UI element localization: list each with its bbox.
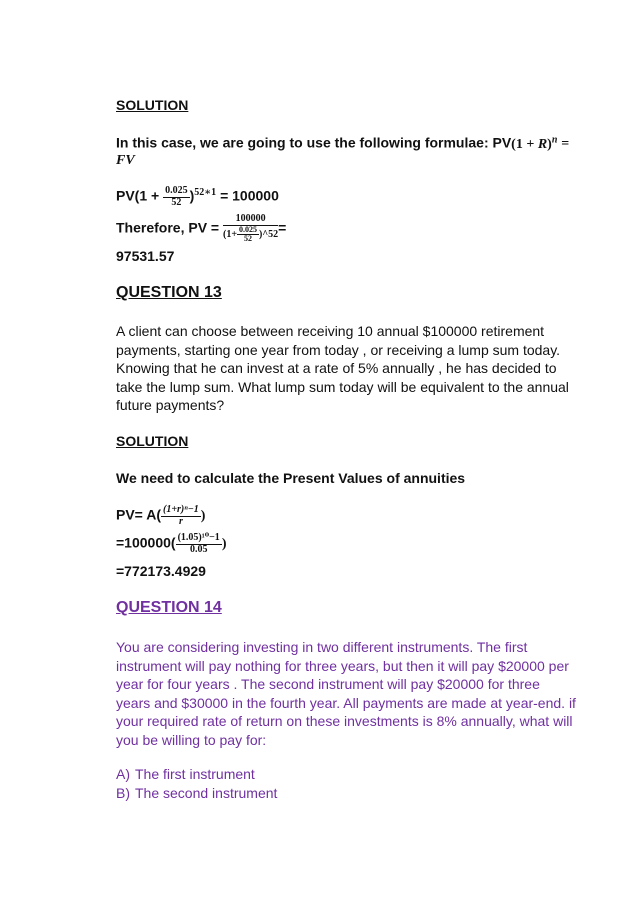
equation-therefore-prefix: Therefore, PV = xyxy=(116,219,220,236)
solution-intro-equals: = xyxy=(561,136,570,152)
equation-pv-prefix: PV(1 + xyxy=(116,187,160,204)
solution-2-intro: We need to calculate the Present Values of annuities xyxy=(116,470,466,486)
equation-therefore-fraction xyxy=(223,214,278,243)
annuity-formula-line xyxy=(116,505,205,527)
question-14-heading: QUESTION 14 xyxy=(116,599,222,616)
equation-inner-open: (1+ xyxy=(222,228,238,240)
solution-2-heading: SOLUTION xyxy=(116,433,189,449)
annuity-calc-line xyxy=(116,533,226,555)
annuity-calc-fraction xyxy=(176,533,222,555)
solution-intro-text: In this case, we are going to use the following formulae: PV xyxy=(116,134,512,151)
question-14-option-b xyxy=(116,785,277,801)
equation-inner-numerator: 0.025 xyxy=(239,224,258,234)
equation-therefore-equals: = xyxy=(278,219,287,236)
solution-intro-fv: FV xyxy=(116,153,135,168)
equation-pv-line xyxy=(116,186,279,208)
equation-therefore-denominator xyxy=(223,226,278,244)
solution-intro-line: In this case, we are going to use the following formulae: $PV(1 + R)^n$ = xyxy=(116,134,570,152)
option-b-text: The second instrument xyxy=(135,785,278,801)
annuity-calc-prefix: =100000( xyxy=(116,534,176,551)
equation-inner-fraction xyxy=(237,226,259,244)
question-14-option-a xyxy=(116,766,255,782)
equation-inner-exponent: ^52 xyxy=(262,228,279,240)
equation-pv-rhs: = 100000 xyxy=(220,187,279,204)
annuity-formula-denominator: r xyxy=(178,515,183,527)
annuity-calc-numerator: (1.05)¹⁰−1 xyxy=(177,532,220,543)
annuity-formula-prefix: PV= A( xyxy=(116,506,161,523)
annuity-calc-close: ) xyxy=(221,536,227,552)
question-14-body: You are considering investing in two different instruments. The first instrument will pay nothing for three years, but then it will pay $20000 per year for four years . The second instrument will pay $20000 for three years and $30000 in the fourth year. All payments are made at year-end. if your required rate of return on these investments is 8% annually, what will you be willing to pay for: xyxy=(116,639,576,748)
equation-pv-denominator: 52 xyxy=(171,196,182,208)
option-a-marker: A) xyxy=(116,766,130,782)
solution-heading: SOLUTION xyxy=(116,97,189,113)
equation-therefore-numerator: 100000 xyxy=(223,214,278,226)
option-a-text: The first instrument xyxy=(135,766,255,782)
annuity-formula-close: ) xyxy=(200,508,206,524)
solution-result: 97531.57 xyxy=(116,248,175,264)
question-13-heading: QUESTION 13 xyxy=(116,284,222,301)
annuity-formula-fraction xyxy=(161,505,201,527)
equation-pv-fraction xyxy=(163,186,190,208)
equation-pv-numerator: 0.025 xyxy=(165,185,188,196)
equation-pv-exponent: 52∗1 xyxy=(194,187,217,199)
equation-inner-denominator: 52 xyxy=(244,233,253,243)
solution-2-result: =772173.4929 xyxy=(116,563,206,579)
annuity-formula-numerator: (1+r)ⁿ−1 xyxy=(163,504,199,515)
equation-inner-close: ) xyxy=(259,228,263,240)
option-b-marker: B) xyxy=(116,785,130,801)
equation-pv-close: ) xyxy=(189,187,195,204)
annuity-calc-denominator: 0.05 xyxy=(189,543,208,555)
equation-therefore-line xyxy=(116,214,286,243)
question-13-body: A client can choose between receiving 10 annual $100000 retirement payments, starting one year from today , or receiving a lump sum today. Knowing that he can invest at a rate of 5% annually , he has decided to take the lump sum. What lump sum today will be equivalent to the annual future payments? xyxy=(116,323,569,413)
